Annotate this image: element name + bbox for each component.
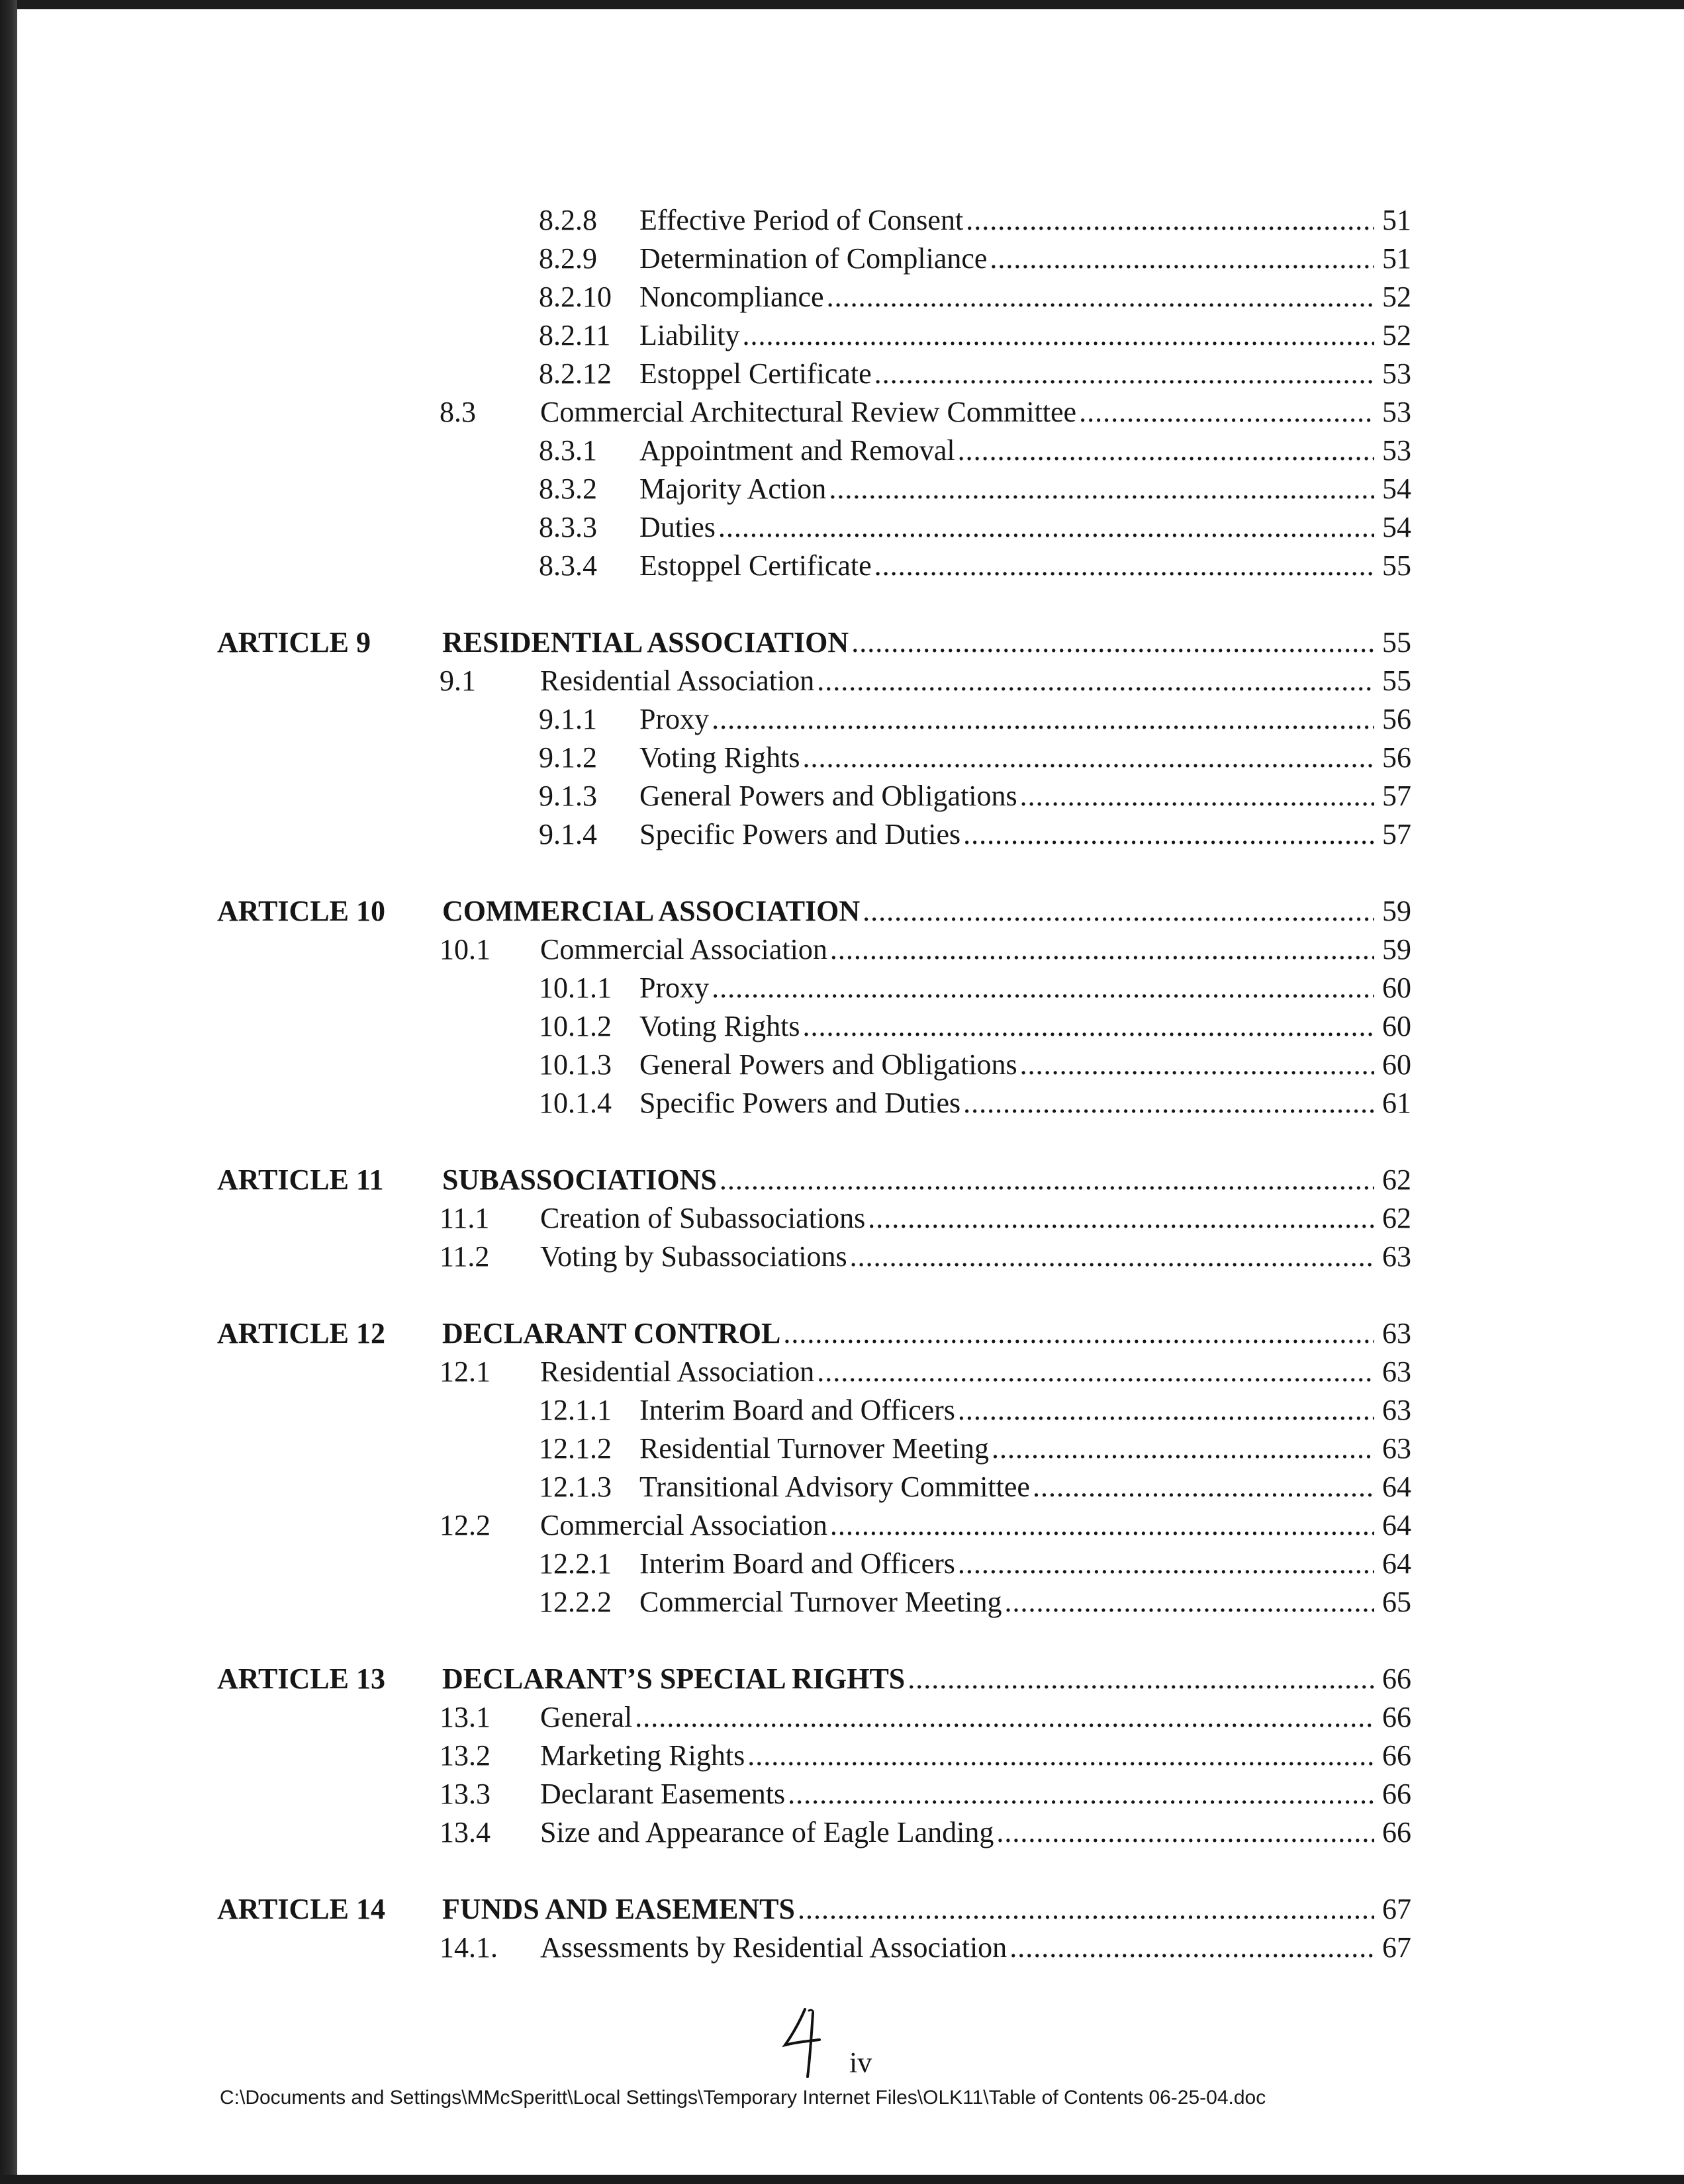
section-number: 8.2.10 — [539, 281, 612, 313]
dot-leader — [1005, 1583, 1375, 1621]
section-number: 10.1 — [440, 933, 491, 966]
dot-leader — [830, 1506, 1374, 1545]
toc-article-row — [0, 1161, 1684, 1199]
dot-leader — [712, 969, 1374, 1007]
entry-title-leader — [540, 1238, 1374, 1276]
section-number: 8.3.4 — [539, 549, 597, 582]
section-title: Estoppel Certificate — [639, 357, 872, 390]
section-title: Specific Powers and Duties — [639, 818, 961, 850]
scan-border-bottom — [0, 2175, 1684, 2184]
entry-title-leader — [639, 700, 1374, 739]
toc-entry-row — [0, 662, 1684, 700]
page-ref: 66 — [1382, 1739, 1411, 1772]
toc-entry-row — [0, 931, 1684, 969]
section-title: DECLARANT CONTROL — [442, 1317, 781, 1349]
section-number: 12.2.1 — [539, 1547, 612, 1580]
entry-title-leader — [639, 508, 1374, 547]
section-title: General Powers and Obligations — [639, 780, 1017, 812]
page-ref: 64 — [1382, 1471, 1411, 1503]
section-number: 9.1.1 — [539, 703, 597, 735]
dot-leader — [830, 931, 1374, 969]
dot-leader — [992, 1430, 1374, 1468]
toc-article-row — [0, 1660, 1684, 1698]
page-ref: 62 — [1382, 1163, 1411, 1196]
section-title: RESIDENTIAL ASSOCIATION — [442, 626, 849, 659]
section-title: Specific Powers and Duties — [639, 1087, 961, 1119]
entry-title-leader — [639, 1545, 1374, 1583]
page-ref: 63 — [1382, 1317, 1411, 1349]
dot-leader — [743, 316, 1374, 355]
dot-leader — [851, 623, 1374, 662]
section-number: 10.1.3 — [539, 1048, 612, 1081]
page-ref: 63 — [1382, 1394, 1411, 1426]
entry-title-leader — [639, 1583, 1374, 1621]
entry-title-leader — [639, 355, 1374, 393]
toc-entry-row — [0, 470, 1684, 508]
entry-title-leader — [540, 1199, 1374, 1238]
section-number: 12.1.2 — [539, 1432, 612, 1465]
entry-title-leader — [442, 892, 1374, 931]
dot-leader — [635, 1698, 1374, 1737]
dot-leader — [783, 1314, 1374, 1353]
page-ref: 55 — [1382, 626, 1411, 659]
dot-leader — [802, 739, 1374, 777]
entry-title-leader — [540, 1775, 1374, 1813]
dot-leader — [908, 1660, 1374, 1698]
section-number: 12.2 — [440, 1509, 491, 1541]
section-title: Commercial Association — [540, 1509, 827, 1541]
entry-title-leader — [639, 1046, 1374, 1084]
page-ref: 63 — [1382, 1240, 1411, 1273]
section-number: 14.1. — [440, 1931, 498, 1964]
dot-leader — [1009, 1929, 1374, 1967]
dot-leader — [817, 662, 1374, 700]
section-number: 8.2.8 — [539, 204, 597, 236]
section-title: Liability — [639, 319, 740, 351]
dot-leader — [958, 1545, 1374, 1583]
section-title: Size and Appearance of Eagle Landing — [540, 1816, 994, 1848]
section-number: 9.1.3 — [539, 780, 597, 812]
page-ref: 66 — [1382, 1662, 1411, 1695]
footer-file-path: C:\Documents and Settings\MMcSperitt\Local Settings\Temporary Internet Files\OLK11\Table of Contents 06-25-04.doc — [220, 2087, 1266, 2109]
section-title: Interim Board and Officers — [639, 1394, 955, 1426]
section-number: 9.1 — [440, 664, 476, 697]
section-title: Interim Board and Officers — [639, 1547, 955, 1580]
page-ref: 53 — [1382, 434, 1411, 467]
page-ref: 61 — [1382, 1087, 1411, 1119]
entry-title-leader — [442, 623, 1374, 662]
dot-leader — [817, 1353, 1374, 1391]
section-number: 9.1.2 — [539, 741, 597, 774]
dot-leader — [1033, 1468, 1374, 1506]
dot-leader — [788, 1775, 1374, 1813]
section-title: Commercial Association — [540, 933, 827, 966]
article-label: ARTICLE 11 — [217, 1163, 384, 1196]
section-number: 9.1.4 — [539, 818, 597, 850]
toc-article-row — [0, 1890, 1684, 1929]
page-ref: 60 — [1382, 1048, 1411, 1081]
section-title: SUBASSOCIATIONS — [442, 1163, 717, 1196]
toc-entry-row — [0, 393, 1684, 432]
section-title: Creation of Subassociations — [540, 1202, 866, 1234]
dot-leader — [996, 1813, 1374, 1852]
section-title: Proxy — [639, 703, 710, 735]
toc-entry-row — [0, 1430, 1684, 1468]
entry-title-leader — [639, 470, 1374, 508]
page-ref: 66 — [1382, 1701, 1411, 1733]
section-number: 10.1.4 — [539, 1087, 612, 1119]
toc-entry-row — [0, 1545, 1684, 1583]
entry-title-leader — [639, 1391, 1374, 1430]
entry-title-leader — [639, 201, 1374, 240]
entry-title-leader — [540, 662, 1374, 700]
section-number: 8.3.1 — [539, 434, 597, 467]
page-ref: 62 — [1382, 1202, 1411, 1234]
article-label: ARTICLE 14 — [217, 1893, 385, 1925]
page-ref: 52 — [1382, 319, 1411, 351]
section-number: 11.1 — [440, 1202, 490, 1234]
entry-title-leader — [540, 1929, 1374, 1967]
section-title: Determination of Compliance — [639, 242, 988, 275]
toc-entry-row — [0, 355, 1684, 393]
page-ref: 52 — [1382, 281, 1411, 313]
toc-entry-row — [0, 1391, 1684, 1430]
page-ref: 54 — [1382, 511, 1411, 543]
toc-entry-row — [0, 1199, 1684, 1238]
section-title: Proxy — [639, 972, 710, 1004]
dot-leader — [712, 700, 1374, 739]
entry-title-leader — [639, 739, 1374, 777]
section-title: Voting by Subassociations — [540, 1240, 847, 1273]
entry-title-leader — [639, 1430, 1374, 1468]
dot-leader — [958, 432, 1374, 470]
section-number: 12.1.1 — [539, 1394, 612, 1426]
toc-entry-row — [0, 1084, 1684, 1122]
toc-article-row — [0, 1314, 1684, 1353]
page-ref: 67 — [1382, 1893, 1411, 1925]
toc-entry-row — [0, 1775, 1684, 1813]
section-title: DECLARANT’S SPECIAL RIGHTS — [442, 1662, 906, 1695]
page-ref: 56 — [1382, 741, 1411, 774]
page-ref: 53 — [1382, 357, 1411, 390]
entry-title-leader — [639, 1468, 1374, 1506]
toc-entry-row — [0, 1506, 1684, 1545]
entry-title-leader — [639, 316, 1374, 355]
toc-entry-row — [0, 739, 1684, 777]
section-number: 8.2.12 — [539, 357, 612, 390]
section-number: 8.3.2 — [539, 473, 597, 505]
section-number: 10.1.2 — [539, 1010, 612, 1042]
section-title: Residential Turnover Meeting — [639, 1432, 989, 1465]
toc-entry-row — [0, 1929, 1684, 1967]
dot-leader — [802, 1007, 1374, 1046]
page-ref: 64 — [1382, 1509, 1411, 1541]
dot-leader — [966, 201, 1374, 240]
section-title: Voting Rights — [639, 741, 800, 774]
section-title: Declarant Easements — [540, 1778, 786, 1810]
entry-title-leader — [639, 815, 1374, 854]
section-title: Majority Action — [639, 473, 827, 505]
dot-leader — [850, 1238, 1374, 1276]
section-title: Transitional Advisory Committee — [639, 1471, 1030, 1503]
toc-entry-row — [0, 547, 1684, 585]
page-ref: 63 — [1382, 1432, 1411, 1465]
section-title: Residential Association — [540, 664, 815, 697]
toc-entry-row — [0, 1007, 1684, 1046]
entry-title-leader — [540, 931, 1374, 969]
section-number: 13.4 — [440, 1816, 491, 1848]
dot-leader — [1079, 393, 1374, 432]
section-title: FUNDS AND EASEMENTS — [442, 1893, 795, 1925]
dot-leader — [868, 1199, 1374, 1238]
page-ref: 55 — [1382, 549, 1411, 582]
entry-title-leader — [540, 1698, 1374, 1737]
entry-title-leader — [442, 1890, 1374, 1929]
toc-article-row — [0, 892, 1684, 931]
page-ref: 63 — [1382, 1355, 1411, 1388]
dot-leader — [718, 508, 1374, 547]
dot-leader — [829, 470, 1374, 508]
section-title: Noncompliance — [639, 281, 824, 313]
dot-leader — [798, 1890, 1374, 1929]
toc-entry-row — [0, 240, 1684, 278]
section-title: Appointment and Removal — [639, 434, 955, 467]
entry-title-leader — [639, 240, 1374, 278]
dot-leader — [747, 1737, 1374, 1775]
dot-leader — [963, 815, 1374, 854]
section-title: Marketing Rights — [540, 1739, 745, 1772]
entry-title-leader — [639, 432, 1374, 470]
toc-entry-row — [0, 1737, 1684, 1775]
entry-title-leader — [442, 1161, 1374, 1199]
page-ref: 54 — [1382, 473, 1411, 505]
section-number: 12.1 — [440, 1355, 491, 1388]
entry-title-leader — [540, 1506, 1374, 1545]
toc-entry-row — [0, 1698, 1684, 1737]
page-ref: 60 — [1382, 972, 1411, 1004]
toc-entry-row — [0, 815, 1684, 854]
page-ref: 55 — [1382, 664, 1411, 697]
handwritten-page-number — [778, 2007, 831, 2079]
section-title: COMMERCIAL ASSOCIATION — [442, 895, 861, 927]
toc-entry-row — [0, 278, 1684, 316]
entry-title-leader — [639, 777, 1374, 815]
dot-leader — [958, 1391, 1374, 1430]
entry-title-leader — [540, 393, 1374, 432]
article-label: ARTICLE 9 — [217, 626, 371, 659]
article-label: ARTICLE 12 — [217, 1317, 385, 1349]
toc-entry-row — [0, 777, 1684, 815]
scan-border-top — [0, 0, 1684, 9]
dot-leader — [1020, 777, 1374, 815]
toc-article-row — [0, 623, 1684, 662]
entry-title-leader — [442, 1314, 1374, 1353]
entry-title-leader — [540, 1813, 1374, 1852]
page-ref: 67 — [1382, 1931, 1411, 1964]
toc-entry-row — [0, 700, 1684, 739]
page-ref: 66 — [1382, 1816, 1411, 1848]
dot-leader — [1020, 1046, 1374, 1084]
page-ref: 51 — [1382, 204, 1411, 236]
toc-entry-row — [0, 1046, 1684, 1084]
toc-entry-row — [0, 969, 1684, 1007]
page-ref: 64 — [1382, 1547, 1411, 1580]
section-number: 8.2.11 — [539, 319, 611, 351]
dot-leader — [827, 278, 1374, 316]
entry-title-leader — [639, 1007, 1374, 1046]
page-ref: 60 — [1382, 1010, 1411, 1042]
section-title: Duties — [639, 511, 716, 543]
article-label: ARTICLE 10 — [217, 895, 385, 927]
section-number: 13.2 — [440, 1739, 491, 1772]
section-title: General Powers and Obligations — [639, 1048, 1017, 1081]
entry-title-leader — [442, 1660, 1374, 1698]
entry-title-leader — [540, 1353, 1374, 1391]
toc-entry-row — [0, 1468, 1684, 1506]
page-ref: 59 — [1382, 933, 1411, 966]
page-ref: 57 — [1382, 818, 1411, 850]
section-number: 8.3.3 — [539, 511, 597, 543]
dot-leader — [863, 892, 1374, 931]
toc-entry-row — [0, 1813, 1684, 1852]
section-title: Commercial Architectural Review Committee — [540, 396, 1077, 428]
section-number: 12.1.3 — [539, 1471, 612, 1503]
dot-leader — [874, 547, 1374, 585]
page-number: iv — [849, 2046, 872, 2079]
section-number: 10.1.1 — [539, 972, 612, 1004]
page-ref: 59 — [1382, 895, 1411, 927]
section-title: Commercial Turnover Meeting — [639, 1586, 1002, 1618]
section-number: 8.3 — [440, 396, 476, 428]
section-title: Estoppel Certificate — [639, 549, 872, 582]
section-title: General — [540, 1701, 633, 1733]
section-title: Assessments by Residential Association — [540, 1931, 1007, 1964]
section-title: Residential Association — [540, 1355, 815, 1388]
entry-title-leader — [639, 278, 1374, 316]
section-title: Voting Rights — [639, 1010, 800, 1042]
entry-title-leader — [639, 1084, 1374, 1122]
page-ref: 57 — [1382, 780, 1411, 812]
article-label: ARTICLE 13 — [217, 1662, 385, 1695]
toc-entry-row — [0, 432, 1684, 470]
page-ref: 53 — [1382, 396, 1411, 428]
section-number: 8.2.9 — [539, 242, 597, 275]
section-number: 12.2.2 — [539, 1586, 612, 1618]
section-title: Effective Period of Consent — [639, 204, 964, 236]
entry-title-leader — [540, 1737, 1374, 1775]
toc-entry-row — [0, 316, 1684, 355]
page-ref: 51 — [1382, 242, 1411, 275]
section-number: 13.3 — [440, 1778, 491, 1810]
dot-leader — [963, 1084, 1374, 1122]
section-number: 13.1 — [440, 1701, 491, 1733]
section-number: 11.2 — [440, 1240, 490, 1273]
entry-title-leader — [639, 969, 1374, 1007]
dot-leader — [874, 355, 1374, 393]
toc-entry-row — [0, 1353, 1684, 1391]
toc-entry-row — [0, 1238, 1684, 1276]
page-ref: 56 — [1382, 703, 1411, 735]
dot-leader — [990, 240, 1374, 278]
dot-leader — [720, 1161, 1374, 1199]
toc-entry-row — [0, 201, 1684, 240]
page-ref: 66 — [1382, 1778, 1411, 1810]
toc-entry-row — [0, 508, 1684, 547]
toc-entry-row — [0, 1583, 1684, 1621]
page-ref: 65 — [1382, 1586, 1411, 1618]
entry-title-leader — [639, 547, 1374, 585]
